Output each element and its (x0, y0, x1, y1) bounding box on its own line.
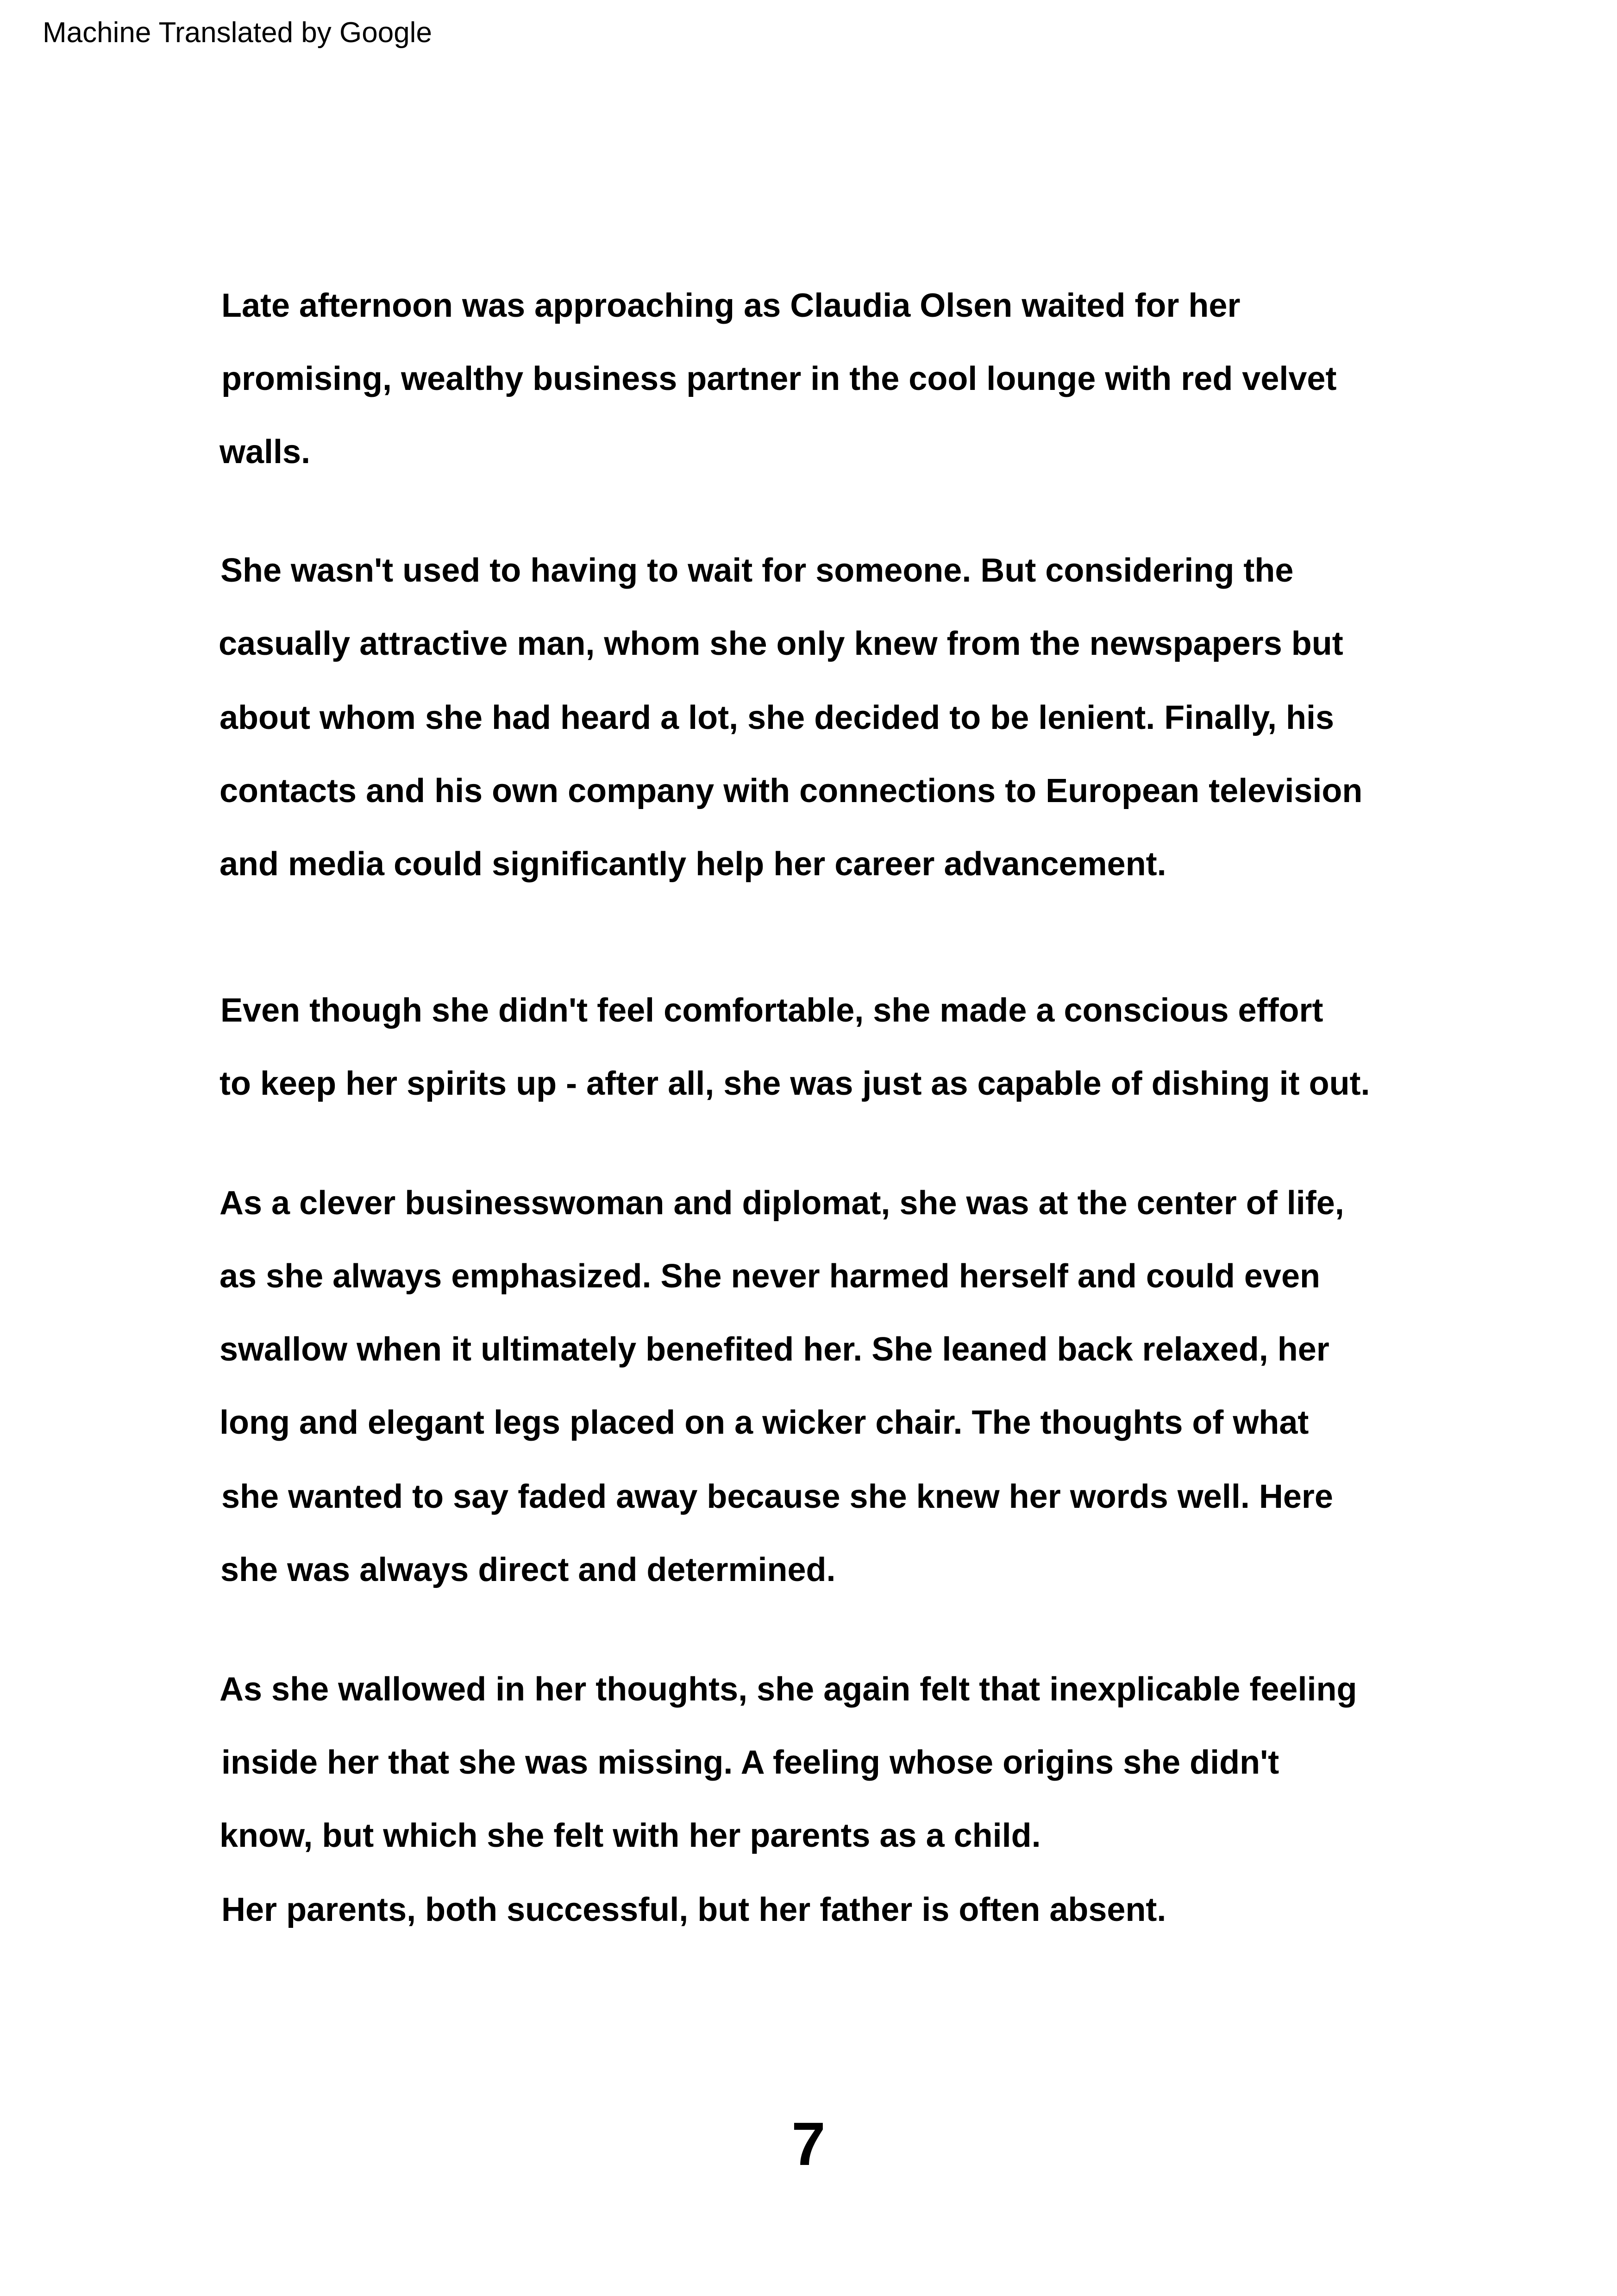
paragraph-5-line-1: As she wallowed in her thoughts, she again felt that inexplicable feeling (219, 1671, 1357, 1708)
paragraph-2-line-3: about whom she had heard a lot, she decided to be lenient. Finally, his (219, 699, 1335, 736)
paragraph-4-line-3: swallow when it ultimately benefited her. She leaned back relaxed, her (219, 1331, 1329, 1368)
paragraph-4-line-1: As a clever businesswoman and diplomat, she was at the center of life, (219, 1185, 1344, 1222)
paragraph-5-line-4: Her parents, both successful, but her father is often absent. (221, 1891, 1166, 1928)
paragraph-2-line-4: contacts and his own company with connections to European television (219, 772, 1363, 809)
page-number: 7 (791, 2110, 826, 2178)
paragraph-4-line-6: she was always direct and determined. (220, 1551, 836, 1588)
paragraph-3-line-2: to keep her spirits up - after all, she was just as capable of dishing it out. (219, 1065, 1370, 1102)
paragraph-4-line-4: long and elegant legs placed on a wicker chair. The thoughts of what (219, 1404, 1309, 1441)
paragraph-1-line-3: walls. (219, 433, 311, 470)
paragraph-5-line-3: know, but which she felt with her parents as a child. (219, 1817, 1041, 1854)
paragraph-2-line-1: She wasn't used to having to wait for someone. But considering the (220, 552, 1294, 589)
paragraph-1-line-1: Late afternoon was approaching as Claudia Olsen waited for her (221, 287, 1241, 324)
paragraph-5-line-2: inside her that she was missing. A feeling whose origins she didn't (221, 1744, 1279, 1781)
paragraph-3-line-1: Even though she didn't feel comfortable, she made a conscious effort (220, 992, 1323, 1029)
paragraph-4-line-2: as she always emphasized. She never harmed herself and could even (219, 1258, 1320, 1295)
paragraph-2-line-5: and media could significantly help her career advancement. (219, 846, 1166, 883)
paragraph-2-line-2: casually attractive man, whom she only knew from the newspapers but (219, 625, 1343, 662)
paragraph-4-line-5: she wanted to say faded away because she knew her words well. Here (221, 1478, 1333, 1515)
paragraph-1-line-2: promising, wealthy business partner in the cool lounge with red velvet (221, 360, 1337, 397)
translation-banner: Machine Translated by Google (43, 17, 432, 49)
